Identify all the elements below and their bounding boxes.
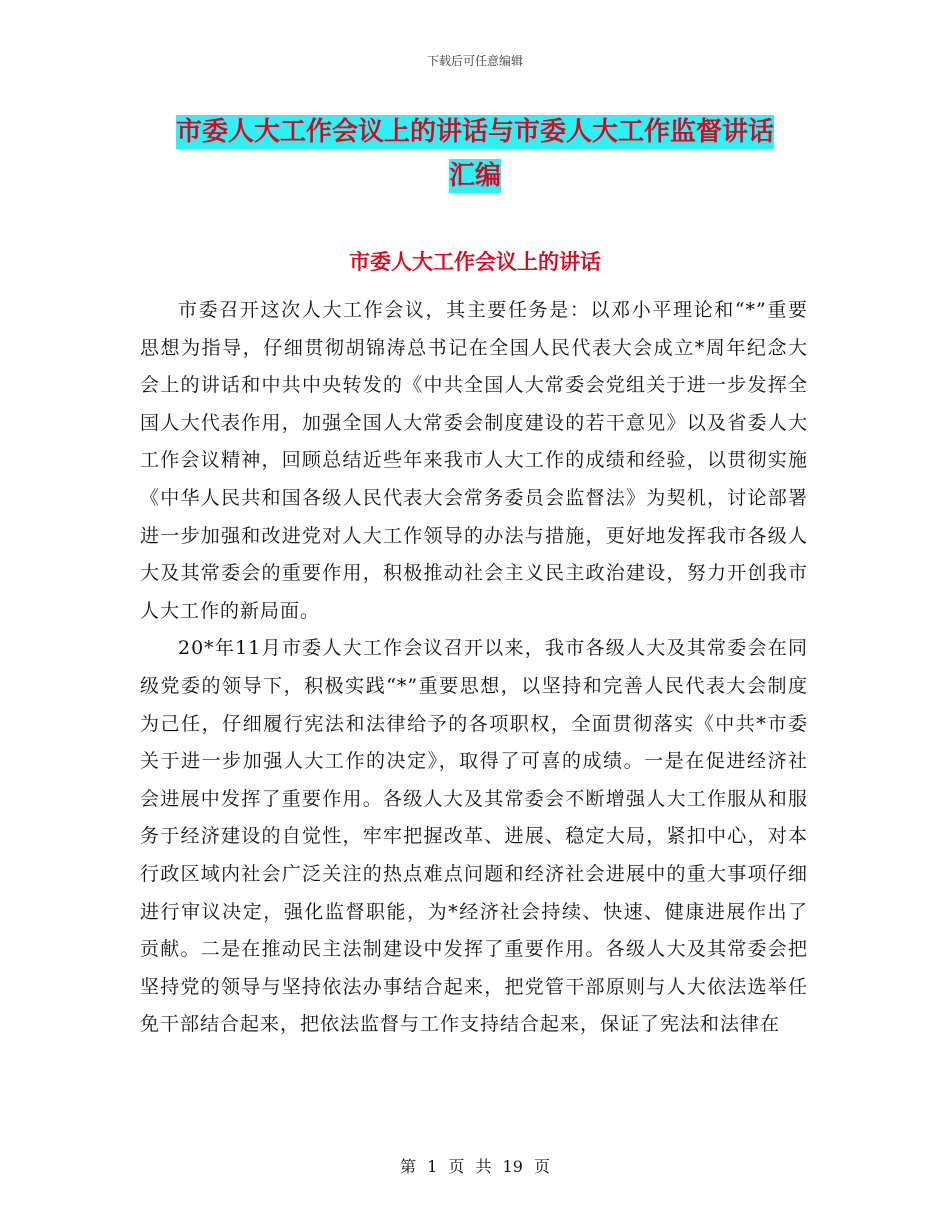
paragraph: 20*年11月市委人大工作会议召开以来，我市各级人大及其常委会在同级党委的领导下，积极实践“*”重要思想，以坚持和完善人民代表大会制度为己任，仔细履行宪法和法律给予的各项职权，全面贯彻落实《中共*市委关于进一步加强人大工作的决定》，取得了可喜的成绩。一是在促进经济社会进展中发挥了重要作用。各级人大及其常委会不断增强人大工作服从和服务于经济建设的自觉性，牢牢把握改革、进展、稳定大局，紧扣中心，对本行政区域内社会广泛关注的热点难点问题和经济社会进展中的重大事项仔细进行审议决定，强化监督职能，为*经济社会持续、快速、健康进展作出了贡献。二是在推动民主法制建设中发挥了重要作用。各级人大及其常委会把坚持党的领导与坚持依法办事结合起来，把党管干部原则与人大依法选举任免干部结合起来，把依法监督与工作支持结合起来，保证了宪法和法律在 (140, 637, 808, 1036)
section-heading: 市委人大工作会议上的讲话 (349, 250, 601, 274)
body-text (140, 292, 808, 1044)
document-title (140, 110, 810, 198)
document-title-line2: 汇编 (448, 161, 501, 191)
header-note: 下载后可任意编辑 (426, 54, 523, 68)
page-footer: 第 1 页 共 19 页 (400, 1157, 550, 1176)
paragraph: 市委召开这次人大工作会议，其主要任务是：以邓小平理论和“*”重要思想为指导，仔细贯彻胡锦涛总书记在全国人民代表大会成立*周年纪念大会上的讲话和中共中央转发的《中共全国人大常委会党组关于进一步发挥全国人大代表作用，加强全国人大常委会制度建设的若干意见》以及省委人大工作会议精神，回顾总结近些年来我市人大工作的成绩和经验，以贯彻实施《中华人民共和国各级人民代表大会常务委员会监督法》为契机，讨论部署进一步加强和改进党对人大工作领导的办法与措施，更好地发挥我市各级人大及其常委会的重要作用，积极推动社会主义民主政治建设，努力开创我市人大工作的新局面。 (140, 299, 808, 622)
document-title-line1: 市委人大工作会议上的讲话与市委人大工作监督讲话 (175, 117, 774, 147)
